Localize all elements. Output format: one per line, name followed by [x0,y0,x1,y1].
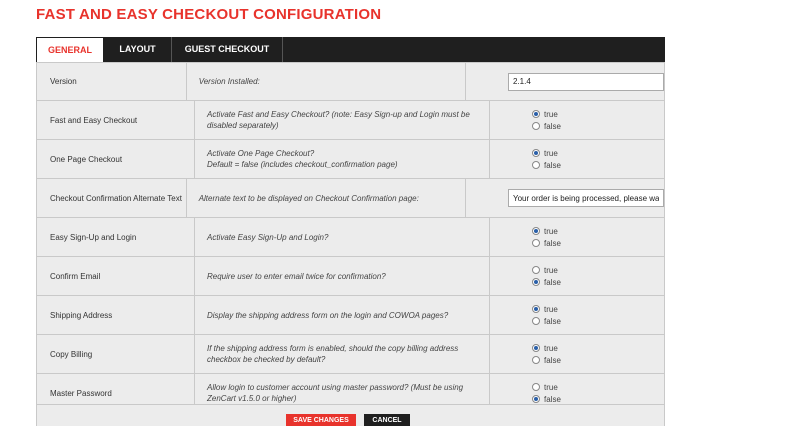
radio-option-false[interactable] [532,239,561,248]
radio-group [532,149,561,170]
config-table [36,62,665,413]
radio-label: false [544,355,561,365]
radio-true[interactable] [532,227,540,235]
tab-guest-checkout[interactable]: GUEST CHECKOUT [172,37,283,62]
page-title: FAST AND EASY CHECKOUT CONFIGURATION [36,6,382,23]
radio-true[interactable] [532,344,540,352]
config-row [37,63,664,101]
config-row [37,140,664,179]
radio-option-false[interactable] [532,317,561,326]
cancel-button[interactable]: CANCEL [364,414,410,426]
setting-value [490,218,664,256]
setting-description: Alternate text to be displayed on Checkout Confirmation page: [187,179,466,217]
radio-false[interactable] [532,161,540,169]
radio-false[interactable] [532,317,540,325]
radio-true[interactable] [532,149,540,157]
radio-option-false[interactable] [532,122,561,131]
radio-option-false[interactable] [532,161,561,170]
radio-group [532,344,561,365]
setting-value [490,101,664,139]
setting-label: Version [37,63,187,100]
config-row [37,296,664,335]
setting-value [490,335,664,373]
radio-label: false [544,316,561,326]
setting-value [466,63,664,100]
setting-description: Display the shipping address form on the login and COWOA pages? [195,296,490,334]
radio-group [532,383,561,404]
config-row [37,257,664,296]
setting-description: Version Installed: [187,63,466,100]
setting-description: Activate One Page Checkout? Default = false (includes checkout_confirmation page) [195,140,490,178]
radio-label: false [544,238,561,248]
save-changes-button[interactable]: SAVE CHANGES [286,414,356,426]
radio-option-true[interactable] [532,227,561,236]
radio-label: true [544,265,558,275]
setting-label: Easy Sign-Up and Login [37,218,195,256]
tab-general[interactable]: GENERAL [36,37,104,62]
radio-option-true[interactable] [532,383,561,392]
setting-description: Activate Easy Sign-Up and Login? [195,218,490,256]
config-row [37,179,664,218]
radio-label: true [544,382,558,392]
tab-bar [36,37,665,62]
setting-value [490,257,664,295]
radio-option-false[interactable] [532,356,561,365]
radio-false[interactable] [532,278,540,286]
setting-description: Allow login to customer account using master password? (Must be using ZenCart v1.5.0 or higher) [195,374,490,412]
radio-option-true[interactable] [532,266,561,275]
setting-label: Fast and Easy Checkout [37,101,195,139]
radio-label: false [544,277,561,287]
radio-option-false[interactable] [532,278,561,287]
setting-label: Master Password [37,374,195,412]
radio-group [532,266,561,287]
tab-layout[interactable]: LAYOUT [104,37,172,62]
radio-option-true[interactable] [532,344,561,353]
radio-option-false[interactable] [532,395,561,404]
radio-option-true[interactable] [532,149,561,158]
config-row [37,101,664,140]
setting-text-input[interactable] [508,73,664,91]
radio-false[interactable] [532,239,540,247]
radio-true[interactable] [532,110,540,118]
setting-label: Shipping Address [37,296,195,334]
radio-label: false [544,394,561,404]
config-row [37,335,664,374]
setting-value [490,140,664,178]
config-row [37,218,664,257]
radio-group [532,110,561,131]
setting-label: Checkout Confirmation Alternate Text [37,179,187,217]
radio-false[interactable] [532,395,540,403]
radio-option-true[interactable] [532,110,561,119]
radio-false[interactable] [532,356,540,364]
radio-option-true[interactable] [532,305,561,314]
radio-true[interactable] [532,305,540,313]
setting-description: If the shipping address form is enabled, should the copy billing address checkbox be checked by default? [195,335,490,373]
setting-description: Activate Fast and Easy Checkout? (note: Easy Sign-up and Login must be disabled separately) [195,101,490,139]
setting-label: Confirm Email [37,257,195,295]
radio-true[interactable] [532,383,540,391]
radio-label: true [544,226,558,236]
radio-label: true [544,304,558,314]
radio-label: true [544,109,558,119]
setting-text-input[interactable] [508,189,664,207]
setting-value [490,296,664,334]
setting-label: Copy Billing [37,335,195,373]
radio-label: false [544,160,561,170]
radio-label: true [544,148,558,158]
radio-label: true [544,343,558,353]
radio-label: false [544,121,561,131]
radio-false[interactable] [532,122,540,130]
setting-label: One Page Checkout [37,140,195,178]
setting-value [466,179,664,217]
setting-description: Require user to enter email twice for confirmation? [195,257,490,295]
radio-true[interactable] [532,266,540,274]
radio-group [532,227,561,248]
radio-group [532,305,561,326]
